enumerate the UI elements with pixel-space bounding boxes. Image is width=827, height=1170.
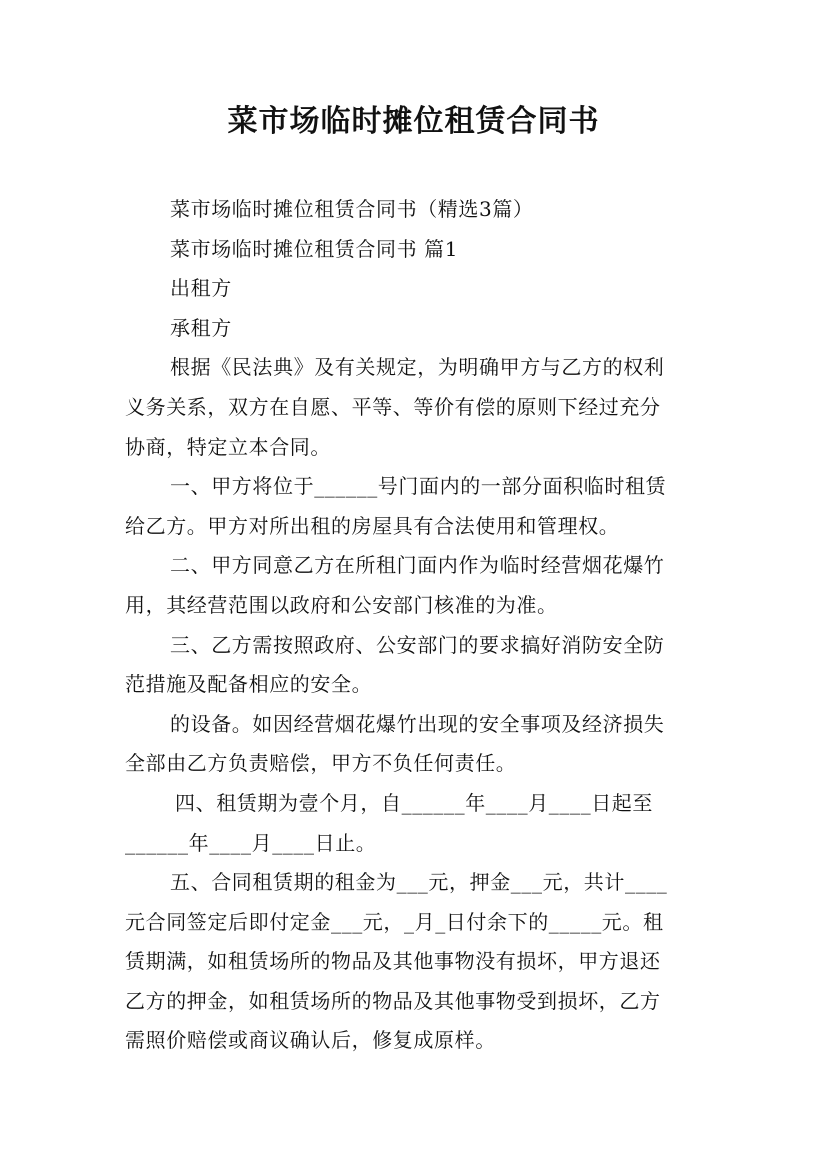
paragraph-line: 四、租赁期为壹个月，自______年____月____日起至 [175,790,653,815]
paragraph-line: 五、合同租赁期的租金为___元，押金___元，共计____ [170,870,668,895]
paragraph-line: 协商，特定立本合同。 [125,434,331,459]
paragraph-line: 需照价赔偿或商议确认后，修复成原样。 [125,1028,496,1053]
paragraph-line: 三、乙方需按照政府、公安部门的要求搞好消防安全防 [170,632,665,657]
lessor-label: 出租方 [170,276,232,301]
paragraph-line: 乙方的押金，如租赁场所的物品及其他事物受到损坏，乙方 [125,988,661,1013]
paragraph-line: 义务关系，双方在自愿、平等、等价有偿的原则下经过充分 [125,394,661,419]
paragraph-line: 范措施及配备相应的安全。 [125,672,373,697]
section-heading: 菜市场临时摊位租赁合同书 篇1 [170,236,459,261]
subtitle-line: 菜市场临时摊位租赁合同书（精选3篇） [170,197,534,221]
paragraph-line: 的设备。如因经营烟花爆竹出现的安全事项及经济损失 [170,711,665,736]
lessee-label: 承租方 [170,315,232,340]
paragraph-line: 全部由乙方负责赔偿，甲方不负任何责任。 [125,751,517,776]
paragraph-line: 一、甲方将位于______号门面内的一部分面积临时租赁 [170,474,667,499]
paragraph-line: 元合同签定后即付定金___元，_月_日付余下的_____元。租 [125,909,664,934]
paragraph-line: 二、甲方同意乙方在所租门面内作为临时经营烟花爆竹 [170,553,665,578]
paragraph-line: 赁期满，如租赁场所的物品及其他事物没有损坏，甲方退还 [125,949,661,974]
paragraph-line: 根据《民法典》及有关规定，为明确甲方与乙方的权利 [170,355,665,380]
document-body [125,190,705,1061]
paragraph-line: ______年____月____日止。 [125,830,377,855]
paragraph-line: 给乙方。甲方对所出租的房屋具有合法使用和管理权。 [125,513,620,538]
paragraph-line: 用，其经营范围以政府和公安部门核准的为准。 [125,592,558,617]
document-title: 菜市场临时摊位租赁合同书 [227,104,600,139]
